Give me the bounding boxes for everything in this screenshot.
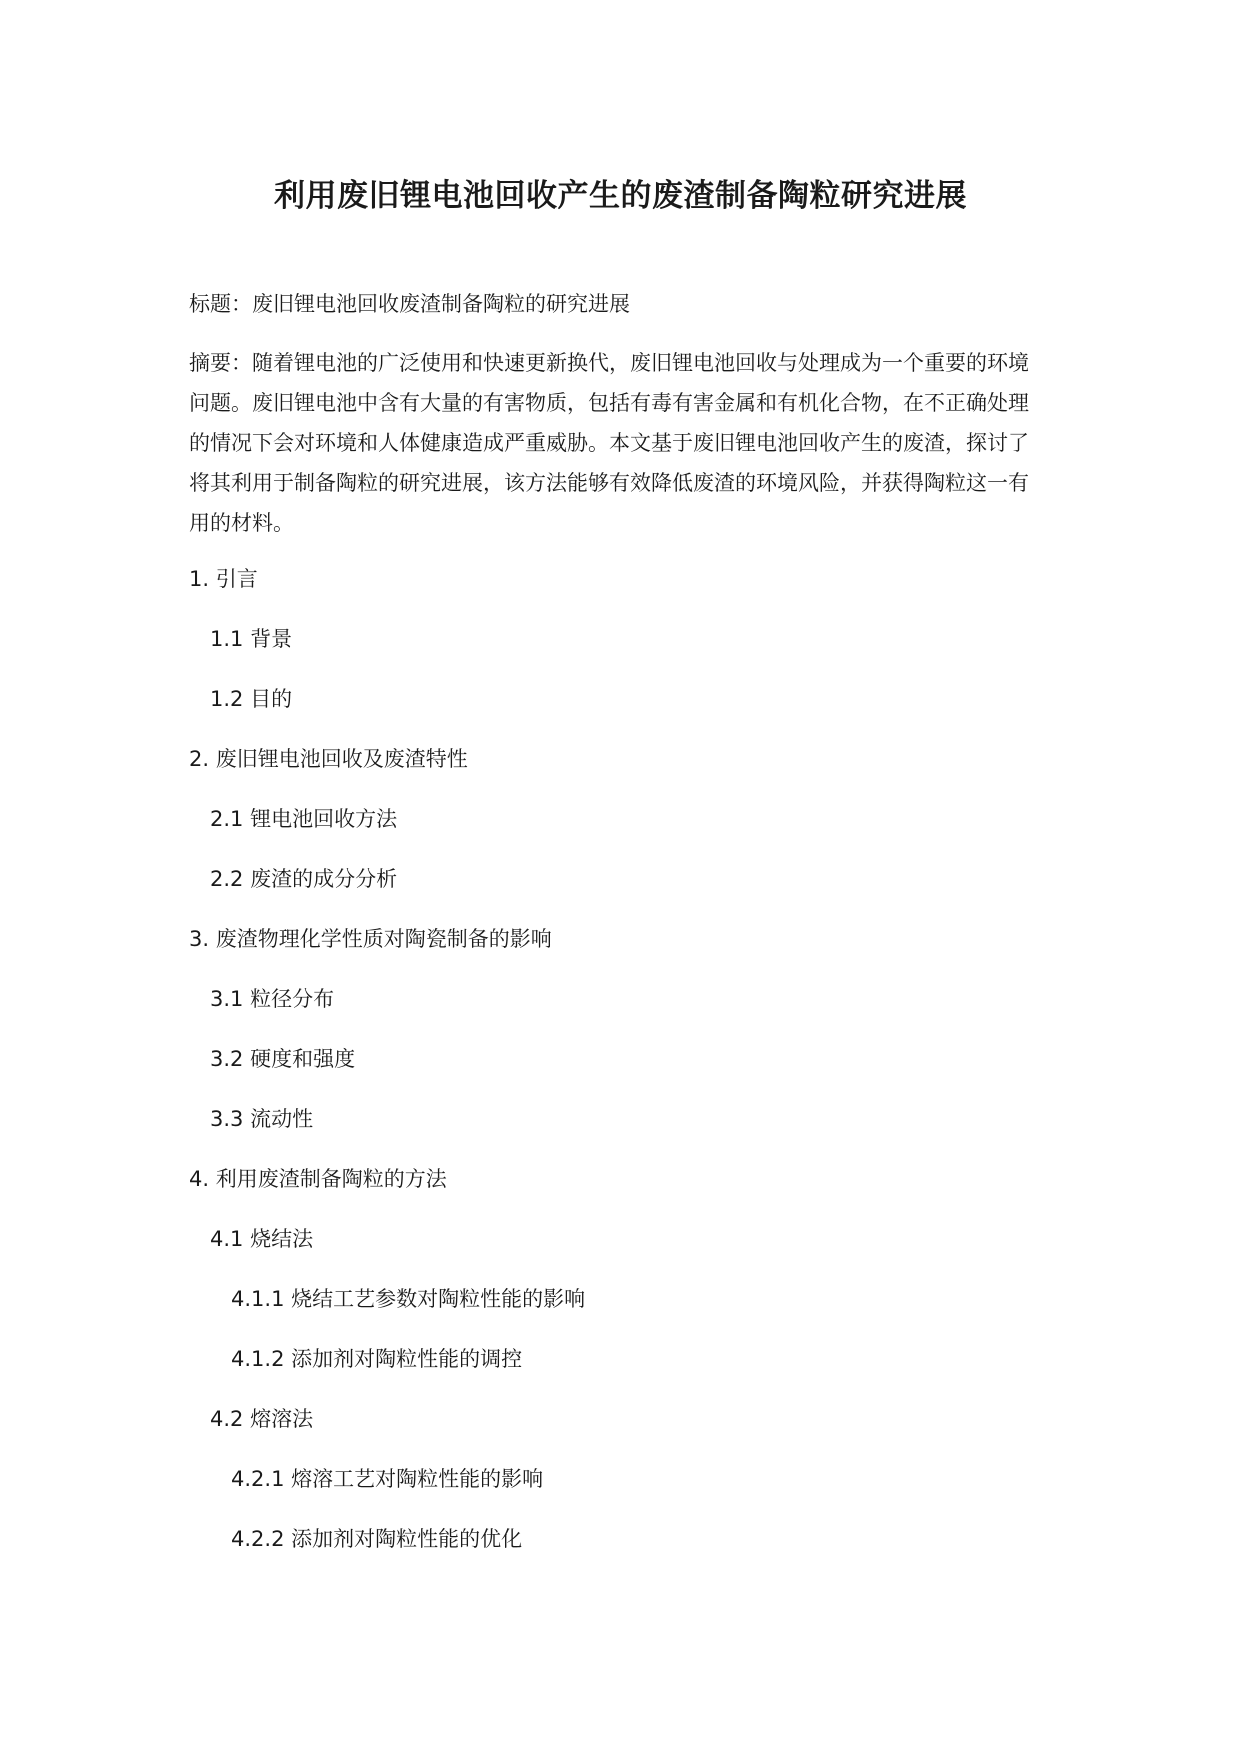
outline-list: [189, 564, 1047, 1584]
outline-item: 2.1 锂电池回收方法: [210, 807, 398, 831]
outline-item: 1.2 目的: [210, 687, 293, 711]
outline-item: 3.3 流动性: [210, 1107, 314, 1131]
outline-item: 4.2 熔溶法: [210, 1407, 314, 1431]
outline-item: 2.2 废渣的成分分析: [210, 867, 398, 891]
outline-item: 3.2 硬度和强度: [210, 1047, 356, 1071]
outline-item: 1.1 背景: [210, 627, 293, 651]
outline-item: 1. 引言: [189, 567, 258, 591]
outline-item: 3.1 粒径分布: [210, 987, 335, 1011]
document-title: 利用废旧锂电池回收产生的废渣制备陶粒研究进展: [274, 178, 967, 214]
outline-item: 4.1 烧结法: [210, 1227, 314, 1251]
outline-item: 4.2.1 熔溶工艺对陶粒性能的影响: [231, 1467, 544, 1491]
outline-item: 3. 废渣物理化学性质对陶瓷制备的影响: [189, 927, 552, 951]
abstract-paragraph: 摘要：随着锂电池的广泛使用和快速更新换代，废旧锂电池回收与处理成为一个重要的环境问题。废旧锂电池中含有大量的有害物质，包括有毒有害金属和有机化合物，在不正确处理的情况下会对环境和人体健康造成严重威胁。本文基于废旧锂电池回收产生的废渣，探讨了将其利用于制备陶粒的研究进展，该方法能够有效降低废渣的环境风险，并获得陶粒这一有用的材料。: [189, 351, 1029, 535]
outline-item: 4.1.2 添加剂对陶粒性能的调控: [231, 1347, 523, 1371]
outline-item: 4.2.2 添加剂对陶粒性能的优化: [231, 1527, 523, 1551]
outline-item: 2. 废旧锂电池回收及废渣特性: [189, 747, 468, 771]
subtitle-line: 标题：废旧锂电池回收废渣制备陶粒的研究进展: [189, 292, 630, 316]
outline-item: 4.1.1 烧结工艺参数对陶粒性能的影响: [231, 1287, 586, 1311]
outline-item: 4. 利用废渣制备陶粒的方法: [189, 1167, 447, 1191]
